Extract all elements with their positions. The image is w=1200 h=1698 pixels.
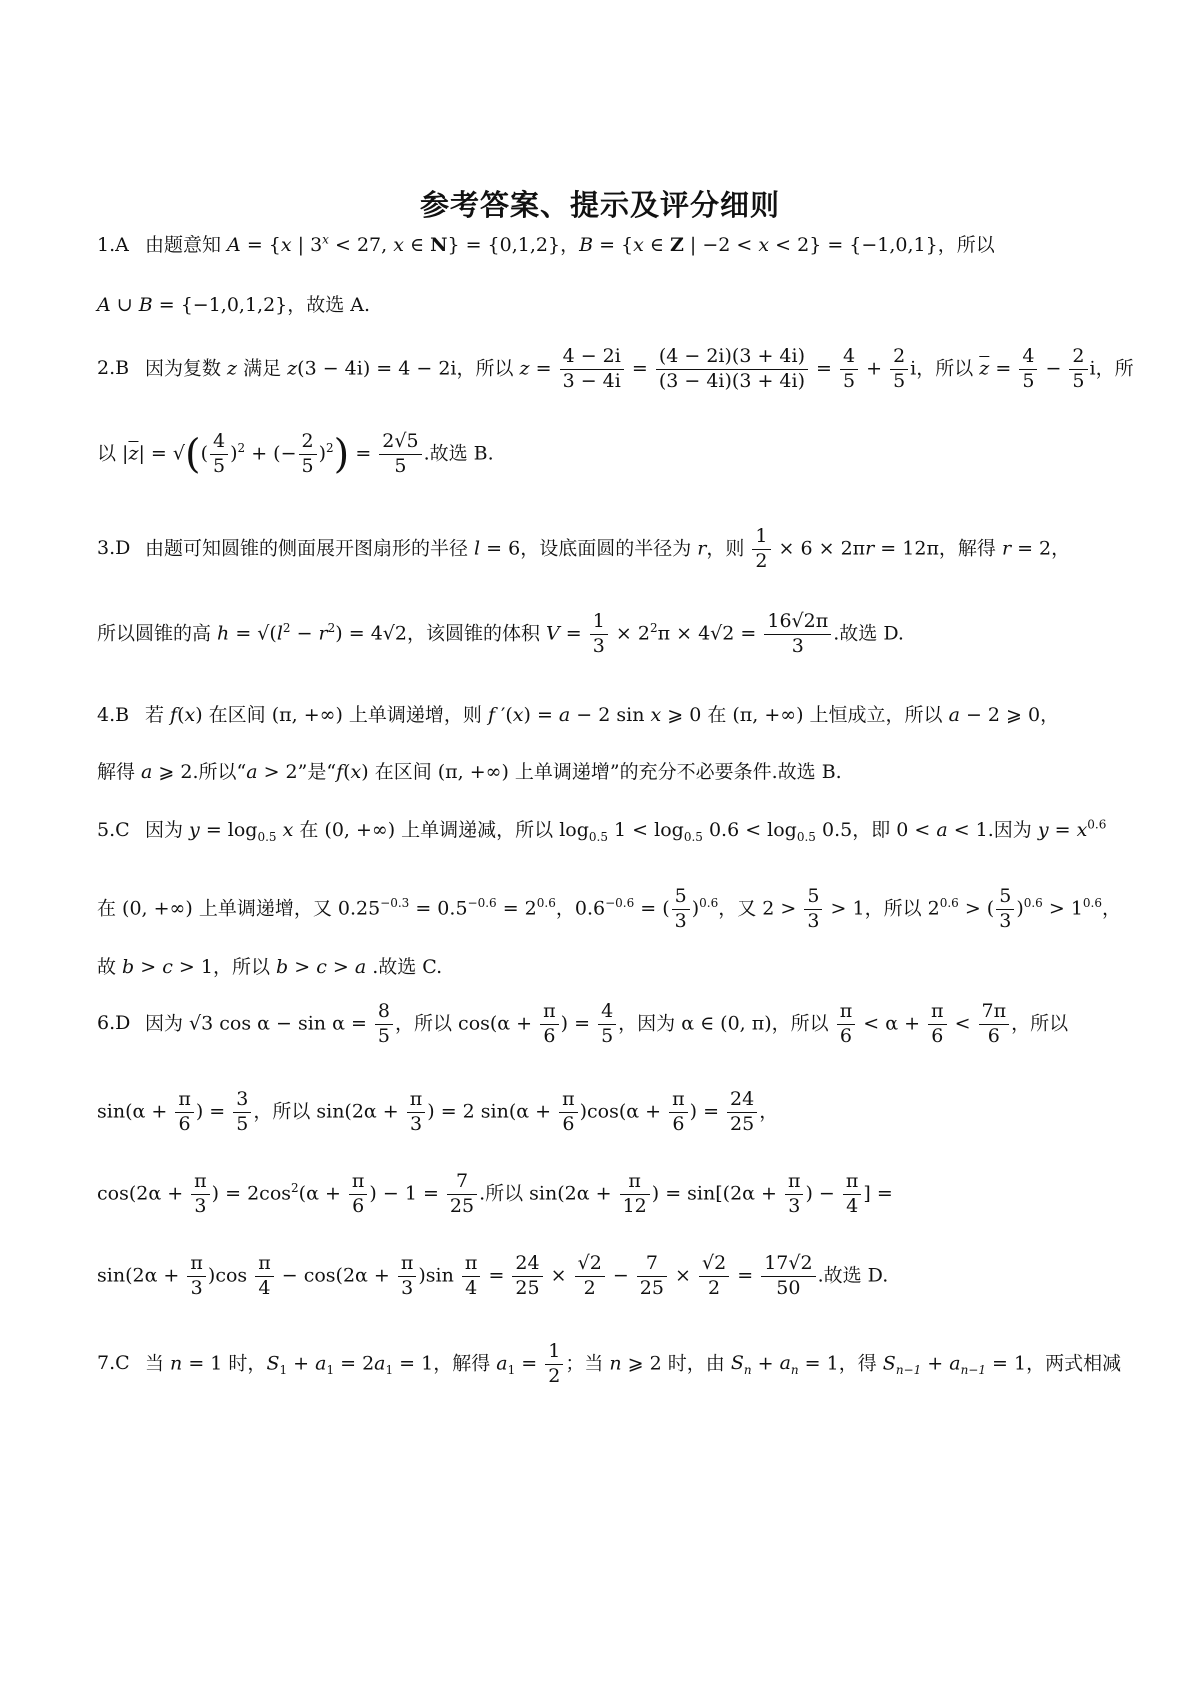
answer-6-line-4: sin(2α + $\frac{\pi}{3}$ )cos $\frac{\pi}{4}$ − cos(2α + $\frac{\pi}{3}$ )sin $\frac{\pi}{4}$ = $\frac{24}{25}$ × $\frac{√2}{2}$ − $\frac{7}{25}$ × $\frac{√2}{2}$ = $\frac{17√2}{50}$ .故选 D. [97, 1252, 889, 1299]
answer-3-line-2: 所以圆锥的高 $h = √(l^2 - r^2) = 4√2$，该圆锥的体积 V = $\frac{1}{3}$ × $2^2\pi \times 4√2$ = $\frac{16√2\pi}{3}$ .故选 D. [97, 610, 904, 657]
answer-7-line-1: 7.C 当 n = 1 时，$S_1 + a_1 = 2a_1 = 1$，解得 $a_1$ = $\frac{1}{2}$ ；当 n ⩾ 2 时，由 $S_n + a_n = 1$，得 $S_{n-1} + a_{n-1} = 1$，两式相减 [97, 1340, 1122, 1387]
answer-number: 5.C [97, 819, 130, 841]
answer-number: 4.B [97, 704, 130, 726]
page-title: 参考答案、提示及评分细则 [419, 188, 780, 222]
answer-5-line-2: 在 (0, +∞) 上单调递增，又 $0.25^{-0.3} = 0.5^{-0.6} = 2^{0.6}$，$0.6^{-0.6}$ = ( $\frac{5}{3}$ )$^{0.6}$，又 2 > $\frac{5}{3}$ > 1，所以 $2^{0.6}$ > ( $\frac{5}{3}$ )$^{0.6} > 1^{0.6}$， [97, 885, 1122, 932]
answer-5-line-3: 故 b > c > 1，所以 b > c > a .故选 C. [97, 956, 443, 978]
answer-6-line-3: cos(2α + $\frac{\pi}{3}$ ) = $2\cos^2(\alpha$ + $\frac{\pi}{6}$ ) − 1 = $\frac{7}{25}$ .所以 sin(2α + $\frac{\pi}{12}$ ) = sin[(2α + $\frac{\pi}{3}$ ) − $\frac{\pi}{4}$ ] = [97, 1170, 893, 1217]
answer-number: 1.A [97, 234, 129, 256]
answer-4-line-1: 4.B 若 f(x) 在区间 (π, +∞) 上单调递增，则 f ′(x) = a − 2 sin x ⩾ 0 在 (π, +∞) 上恒成立，所以 a − 2 ⩾ 0， [97, 704, 1060, 726]
answer-number: 7.C [97, 1352, 130, 1375]
answer-1-line-1: 1.A 由题意知 A = {x | $3^x < 27$, x ∈ N} = {0,1,2}，B = {x ∈ Z | −2 < x < 2} = {−1,0,1}，所以 [97, 232, 995, 256]
answer-number: 3.D [97, 537, 131, 560]
answer-6-line-2: sin(α + $\frac{\pi}{6}$ ) = $\frac{3}{5}$ ，所以 sin(2α + $\frac{\pi}{3}$ ) = 2 sin(α + $\frac{\pi}{6}$ )cos(α + $\frac{\pi}{6}$ ) = $\frac{24}{25}$ ， [97, 1088, 779, 1135]
answer-6-line-1: 6.D 因为 √3 cos α − sin α = $\frac{8}{5}$ ，所以 cos(α + $\frac{\pi}{6}$ ) = $\frac{4}{5}$ ，因为 α ∈ (0, π)，所以 $\frac{\pi}{6}$ < α + $\frac{\pi}{6}$ < $\frac{7\pi}{6}$ ，所以 [97, 1000, 1069, 1047]
answer-4-line-2: 解得 a ⩾ 2.所以“a > 2”是“f(x) 在区间 (π, +∞) 上单调递增”的充分不必要条件.故选 B. [97, 761, 842, 783]
answer-2-line-2: 以 $|\overline{z}|$ = √(( $\frac{4}{5}$ )$^2$ + (− $\frac{2}{5}$ )$^2$) = $\frac{2√5}{5}$ .故选 B. [97, 430, 494, 478]
answer-1-line-2: A ∪ B = {−1,0,1,2}，故选 A. [97, 294, 371, 316]
answer-number: 6.D [97, 1012, 131, 1035]
answer-2-line-1: 2.B 因为复数 z 满足 z(3 − 4i) = 4 − 2i，所以 z = $\frac{4 - 2i}{3 - 4i}$ = $\frac{(4 - 2i)(3 + 4i)}{(3 - 4i)(3 + 4i)}$ = $\frac{4}{5}$ + $\frac{2}{5}$ i，所以 $\overline{z}$ = $\frac{4}{5}$ − $\frac{2}{5}$ i，所 [97, 345, 1134, 392]
answer-3-line-1: 3.D 由题可知圆锥的侧面展开图扇形的半径 l = 6，设底面圆的半径为 r，则 $\frac{1}{2}$ × 6 × 2πr = 12π，解得 r = 2， [97, 525, 1071, 572]
answer-number: 2.B [97, 357, 130, 380]
answer-5-line-1: 5.C 因为 $y = \log_{0.5} x$ 在 (0, +∞) 上单调递减，所以 $\log_{0.5} 1 < \log_{0.5} 0.6 < \log_{0.5} 0.5$，即 0 < a < 1.因为 $y = x^{0.6}$ [97, 817, 1107, 844]
